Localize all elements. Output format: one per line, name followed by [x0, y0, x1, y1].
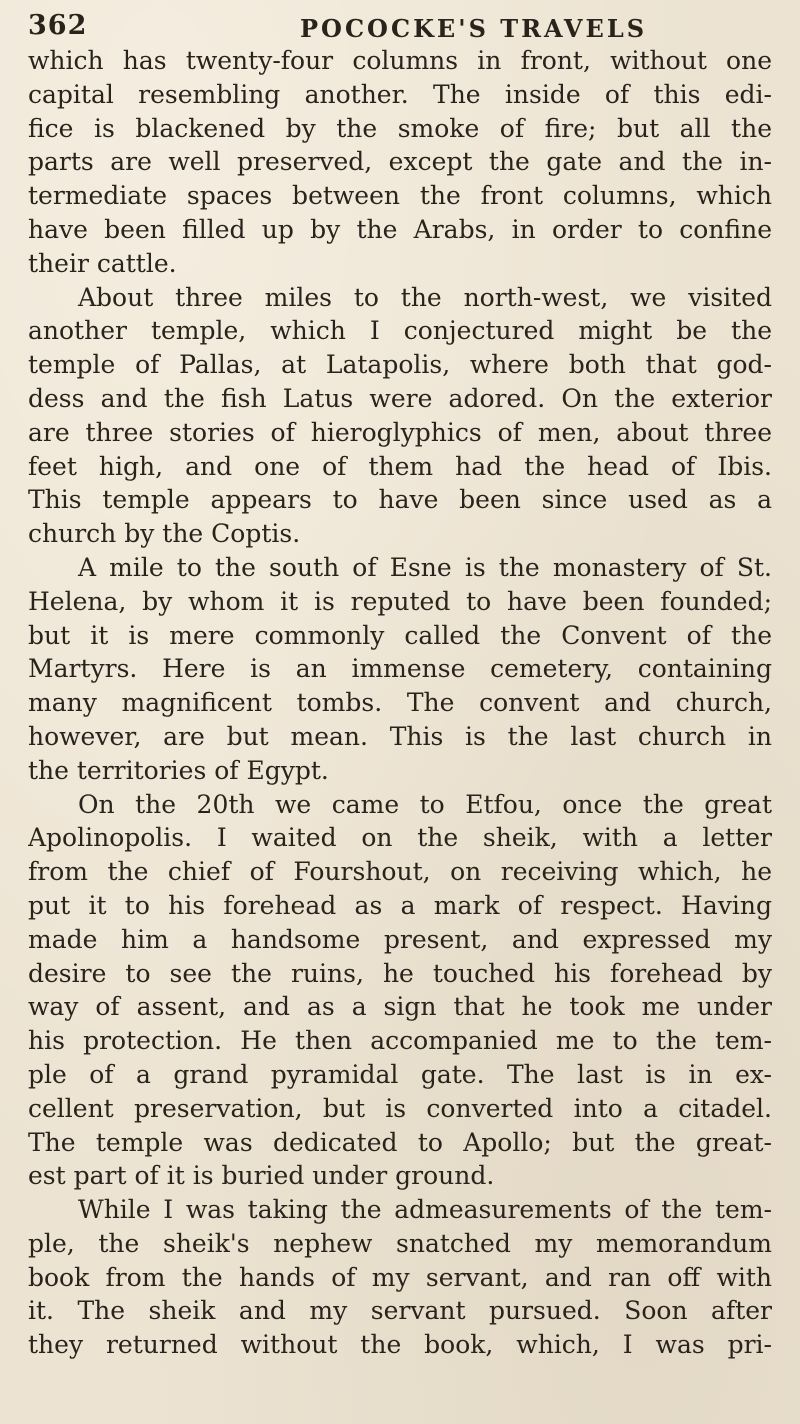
- paragraph-first-line: A mile to the south of Esne is the monastery of St.: [78, 552, 772, 582]
- text-line: book from the hands of my servant, and ran off with: [28, 1262, 772, 1292]
- text-line: Helena, by whom it is reputed to have been founded;: [28, 586, 772, 616]
- paragraph-end-line: church by the Coptis.: [28, 519, 301, 549]
- text-line: have been filled up by the Arabs, in order to confine: [28, 214, 772, 244]
- text-line: which has twenty-four columns in front, without one: [28, 46, 772, 75]
- text-line: it. The sheik and my servant pursued. Soon after: [28, 1296, 772, 1326]
- text-line: however, are but mean. This is the last church in: [28, 721, 772, 751]
- paragraph-end-line: est part of it is buried under ground.: [28, 1161, 495, 1191]
- text-line: parts are well preserved, except the gate and the in-: [28, 147, 772, 177]
- text-line: This temple appears to have been since used as a: [28, 485, 772, 515]
- text-line: termediate spaces between the front columns, which: [28, 181, 772, 211]
- text-line: they returned without the book, which, I was pri-: [28, 1330, 772, 1360]
- text-line: are three stories of hieroglyphics of men, about three: [28, 417, 772, 447]
- text-line: cellent preservation, but is converted into a citadel.: [28, 1093, 772, 1123]
- page-number: 362: [28, 10, 88, 41]
- paragraph-first-line: On the 20th we came to Etfou, once the great: [78, 789, 772, 819]
- text-line: many magnificent tombs. The convent and church,: [28, 688, 772, 718]
- text-line: put it to his forehead as a mark of respect. Having: [28, 890, 772, 920]
- paragraph-end-line: their cattle.: [28, 248, 177, 278]
- text-line: capital resembling another. The inside of this edi-: [28, 79, 772, 109]
- running-head: [28, 10, 772, 44]
- text-line: another temple, which I conjectured might be the: [28, 316, 772, 346]
- paragraph-first-line: While I was taking the admeasurements of the tem-: [78, 1195, 772, 1225]
- text-line: dess and the fish Latus were adored. On the exterior: [28, 383, 772, 413]
- text-line: his protection. He then accompanied me to the tem-: [28, 1026, 772, 1056]
- text-line: Martyrs. Here is an immense cemetery, containing: [28, 654, 772, 684]
- text-line: temple of Pallas, at Latapolis, where both that god-: [28, 350, 772, 380]
- text-line: ple of a grand pyramidal gate. The last is in ex-: [28, 1059, 772, 1089]
- paragraph-first-line: About three miles to the north-west, we visited: [78, 282, 772, 312]
- running-title: POCOCKE'S TRAVELS: [300, 14, 648, 43]
- text-line: feet high, and one of them had the head of Ibis.: [28, 451, 772, 481]
- text-line: fice is blackened by the smoke of fire; but all the: [28, 113, 772, 143]
- text-line: way of assent, and as a sign that he took me under: [28, 992, 772, 1022]
- text-line: but it is mere commonly called the Convent of the: [28, 620, 772, 650]
- text-line: desire to see the ruins, he touched his forehead by: [28, 958, 772, 988]
- text-line: from the chief of Fourshout, on receiving which, he: [28, 857, 772, 887]
- paragraph-end-line: the territories of Egypt.: [28, 755, 329, 785]
- text-line: The temple was dedicated to Apollo; but the great-: [28, 1127, 772, 1157]
- body-text: [28, 44, 772, 1362]
- text-line: Apolinopolis. I waited on the sheik, with a letter: [28, 823, 772, 853]
- text-line: ple, the sheik's nephew snatched my memorandum: [28, 1228, 772, 1258]
- text-line: made him a handsome present, and expressed my: [28, 924, 772, 954]
